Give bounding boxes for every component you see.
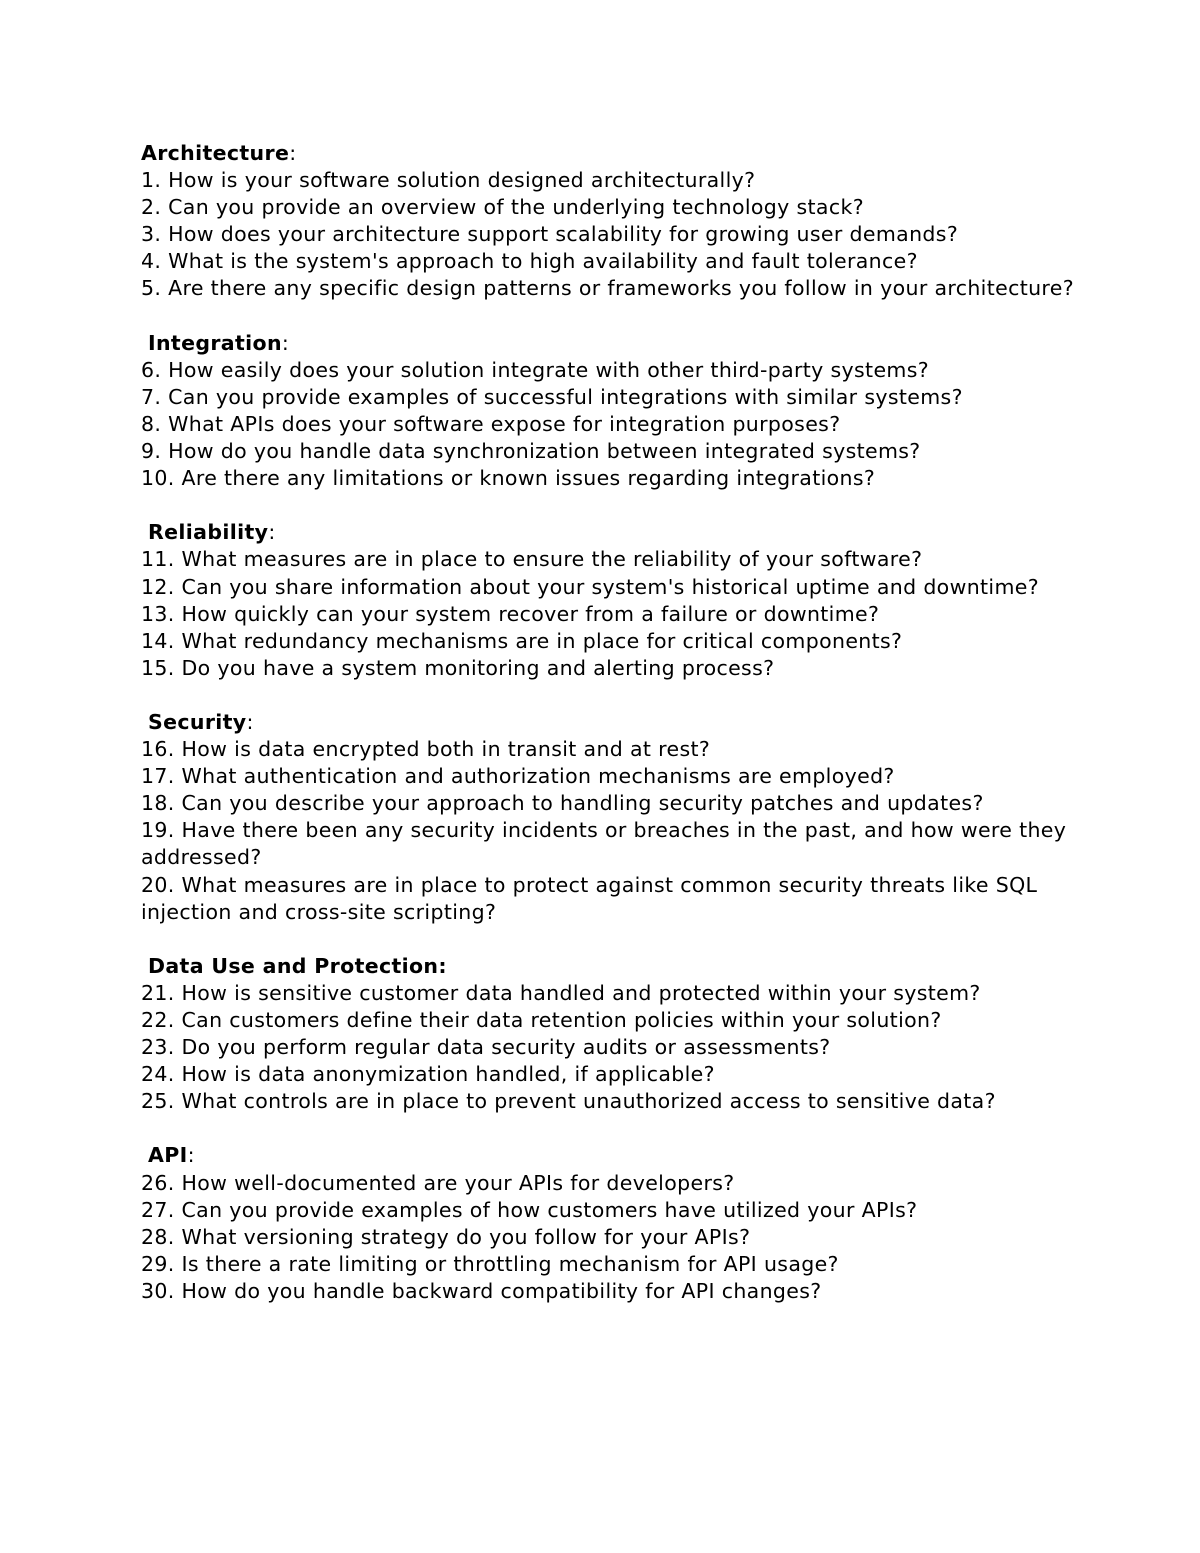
section-heading: [141, 1142, 1081, 1169]
section-colon: :: [289, 141, 297, 165]
section-colon: :: [246, 709, 254, 734]
question-item: 26. How well-documented are your APIs for developers?: [141, 1170, 735, 1195]
section-title: Reliability: [148, 520, 269, 545]
section-heading: [141, 953, 1081, 980]
question-item: 12. Can you share information about your system's historical uptime and downtime?: [141, 574, 1039, 599]
question-item: 15. Do you have a system monitoring and alerting process?: [141, 655, 775, 680]
question-item: 27. Can you provide examples of how customers have utilized your APIs?: [141, 1197, 918, 1222]
question-item: 21. How is sensitive customer data handled and protected within your system?: [141, 980, 981, 1005]
question-item: 18. Can you describe your approach to handling security patches and updates?: [141, 791, 984, 816]
section-architecture: [141, 140, 1081, 303]
section-title: Security: [148, 709, 247, 734]
section-reliability: [141, 519, 1081, 682]
section-api: [141, 1142, 1081, 1305]
question-item: 7. Can you provide examples of successful integrations with similar systems?: [141, 384, 963, 409]
question-item: 1. How is your software solution designed architecturally?: [141, 168, 756, 193]
section-colon: :: [268, 520, 276, 545]
question-item: 25. What controls are in place to prevent unauthorized access to sensitive data?: [141, 1089, 996, 1114]
section-heading: [141, 519, 1081, 546]
question-item: 6. How easily does your solution integrate with other third-party systems?: [141, 357, 929, 382]
question-item: 8. What APIs does your software expose for integration purposes?: [141, 411, 841, 436]
section-colon: :: [438, 953, 447, 978]
question-item: 10. Are there any limitations or known issues regarding integrations?: [141, 466, 876, 491]
section-colon: :: [281, 330, 290, 355]
questionnaire-body: [141, 140, 1081, 1305]
question-item: 2. Can you provide an overview of the underlying technology stack?: [141, 195, 864, 220]
section-integration: [141, 330, 1081, 493]
question-item: 3. How does your architecture support scalability for growing user demands?: [141, 222, 959, 247]
question-item: 16. How is data encrypted both in transit and at rest?: [141, 737, 711, 762]
section-heading: [141, 140, 1081, 167]
question-item: 29. Is there a rate limiting or throttling mechanism for API usage?: [141, 1251, 839, 1276]
question-item: 23. Do you perform regular data security audits or assessments?: [141, 1035, 831, 1060]
question-item: 20. What measures are in place to protect against common security threats like SQL injection and cross-site scripting?: [141, 872, 1038, 924]
question-item: 4. What is the system's approach to high availability and fault tolerance?: [141, 249, 918, 274]
section-heading: [141, 709, 1081, 736]
question-item: 13. How quickly can your system recover from a failure or downtime?: [141, 601, 880, 626]
question-item: 28. What versioning strategy do you follow for your APIs?: [141, 1224, 751, 1249]
section-title: Integration: [148, 330, 282, 355]
question-item: 30. How do you handle backward compatibility for API changes?: [141, 1278, 822, 1303]
section-title: Architecture: [141, 141, 290, 165]
question-item: 19. Have there been any security incidents or breaches in the past, and how were they addressed?: [141, 818, 1067, 870]
question-item: 11. What measures are in place to ensure the reliability of your software?: [141, 547, 923, 572]
section-colon: :: [187, 1143, 195, 1168]
question-item: 9. How do you handle data synchronization between integrated systems?: [141, 439, 921, 464]
section-title: API: [148, 1143, 188, 1168]
section-title: Data Use and Protection: [148, 953, 439, 978]
question-item: 17. What authentication and authorization mechanisms are employed?: [141, 764, 895, 789]
question-item: 5. Are there any specific design patterns or frameworks you follow in your architecture?: [141, 276, 1074, 301]
question-item: 22. Can customers define their data retention policies within your solution?: [141, 1008, 942, 1032]
section-heading: [141, 330, 1081, 357]
question-item: 14. What redundancy mechanisms are in place for critical components?: [141, 628, 903, 653]
section-security: [141, 709, 1081, 926]
section-data-use-and-protection: [141, 953, 1081, 1116]
question-item: 24. How is data anonymization handled, if applicable?: [141, 1062, 715, 1087]
